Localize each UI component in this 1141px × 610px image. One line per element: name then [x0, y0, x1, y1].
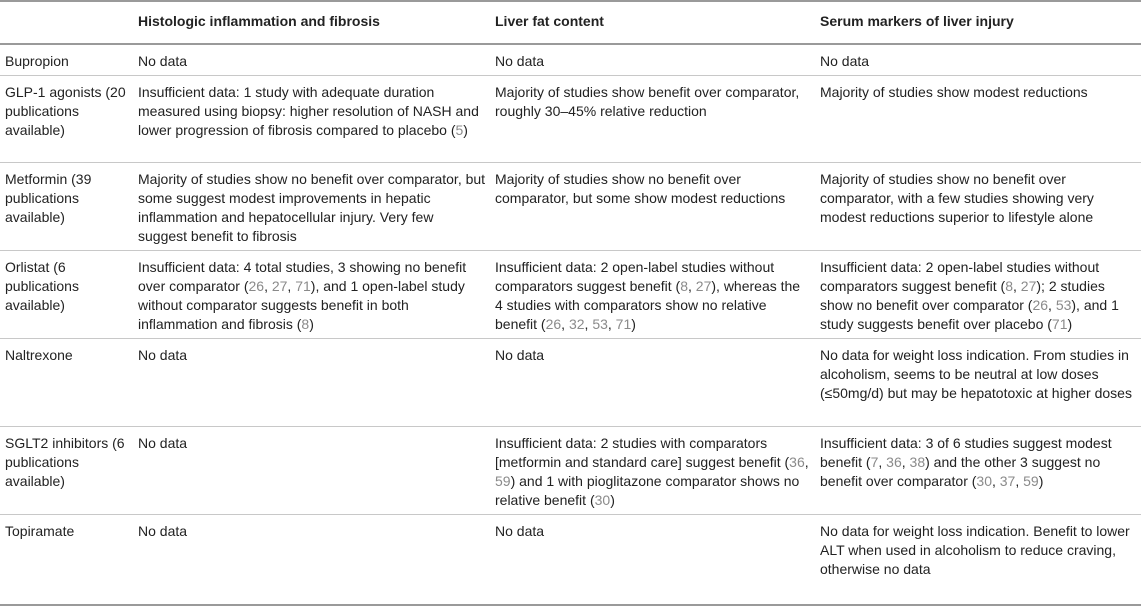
drug-name-cell: Metformin (39 publications available) — [5, 171, 92, 225]
reference-link[interactable]: 27 — [695, 278, 712, 294]
histology-cell — [133, 339, 490, 427]
reference-link[interactable]: 26 — [248, 278, 265, 294]
reference-link[interactable]: 59 — [495, 473, 511, 489]
reference-link[interactable]: 27 — [1020, 278, 1037, 294]
reference-link[interactable]: 53 — [592, 316, 608, 332]
histology-cell — [133, 427, 490, 515]
liver-fat-cell — [490, 427, 815, 515]
liver-fat-cell — [490, 76, 815, 163]
cell-text: No data — [138, 53, 188, 69]
serum-markers-cell — [815, 515, 1141, 605]
cell-text: Majority of studies show benefit over comparator, roughly 30–45% relative reduction — [495, 84, 800, 119]
reference-link[interactable]: 37 — [999, 473, 1016, 489]
cell-text: , — [607, 316, 616, 332]
liver-fat-cell — [490, 251, 815, 339]
drug-name-cell: SGLT2 inhibitors (6 publications available) — [5, 435, 125, 489]
table-row-naltrexone — [0, 339, 1141, 427]
table-row-sglt2-inhibitors — [0, 427, 1141, 515]
drug-name-cell: GLP-1 agonists (20 publications available) — [5, 84, 126, 138]
cell-text: ) — [463, 122, 468, 138]
cell-text: ); 2 studies show no benefit over comparator ( — [820, 278, 1105, 313]
reference-link[interactable]: 59 — [1023, 473, 1039, 489]
serum-markers-cell — [815, 427, 1141, 515]
table-row-orlistat — [0, 251, 1141, 339]
liver-fat-cell — [490, 44, 815, 76]
serum-markers-cell — [815, 163, 1141, 251]
cell-text: ) — [309, 316, 314, 332]
cell-text: No data for weight loss indication. Benefit to lower ALT when used in alcoholism to reduce craving, otherwise no data — [820, 523, 1130, 577]
header-row — [0, 1, 1141, 44]
cell-text: ), whereas the 4 studies with comparators show no relative benefit ( — [495, 278, 801, 332]
cell-text: No data — [495, 523, 545, 539]
cell-text: Majority of studies show no benefit over comparator, but some show modest reductions — [495, 171, 786, 206]
reference-link[interactable]: 30 — [976, 473, 992, 489]
reference-link[interactable]: 71 — [295, 278, 311, 294]
cell-text: No data for weight loss indication. From studies in alcoholism, seems to be neutral at low doses (≤50mg/d) but may be hepatotoxic at higher doses — [820, 347, 1132, 401]
cell-text: , — [991, 473, 1000, 489]
cell-text: ) and the other 3 suggest no benefit over comparator ( — [820, 454, 1101, 489]
cell-text: Insufficient data: 4 total studies, 3 showing no benefit over comparator ( — [138, 259, 467, 294]
cell-text: ), and 1 open-label study without comparator suggests benefit in both inflammation and fibrosis ( — [138, 278, 465, 332]
cell-text: Insufficient data: 2 open-label studies without comparators suggest benefit ( — [820, 259, 1100, 294]
cell-text: No data — [138, 347, 188, 363]
liver-fat-cell — [490, 163, 815, 251]
cell-text: , — [287, 278, 296, 294]
reference-link[interactable]: 30 — [594, 492, 611, 508]
reference-link[interactable]: 36 — [886, 454, 902, 470]
table-row-bupropion — [0, 44, 1141, 76]
drug-name-cell: Naltrexone — [5, 347, 73, 363]
drug-name-cell: Orlistat (6 publications available) — [5, 259, 79, 313]
liver-fat-cell — [490, 339, 815, 427]
reference-link[interactable]: 26 — [1032, 297, 1049, 313]
cell-text: Majority of studies show no benefit over comparator, with a few studies showing very modest reductions superior to lifestyle alone — [820, 171, 1094, 225]
histology-cell — [133, 515, 490, 605]
reference-link[interactable]: 36 — [789, 454, 805, 470]
table-row-metformin — [0, 163, 1141, 251]
cell-text: , — [1013, 278, 1021, 294]
cell-text: , — [688, 278, 696, 294]
cell-text: No data — [138, 523, 188, 539]
cell-text: Insufficient data: 2 open-label studies without comparators suggest benefit ( — [495, 259, 775, 294]
histology-cell — [133, 163, 490, 251]
table-row-topiramate — [0, 515, 1141, 605]
cell-text: , — [584, 316, 593, 332]
drug-name-cell: Bupropion — [5, 53, 69, 69]
cell-text: ) and 1 with pioglitazone comparator shows no relative benefit ( — [495, 473, 800, 508]
reference-link[interactable]: 27 — [271, 278, 288, 294]
cell-text: No data — [138, 435, 188, 451]
cell-text: , — [264, 278, 272, 294]
reference-link[interactable]: 8 — [1005, 278, 1014, 294]
cell-text: Majority of studies show no benefit over comparator, but some suggest modest improvements in hepatic inflammation and hepatocellular injury. Very few suggest benefit to fibrosis — [138, 171, 486, 244]
cell-text: , — [901, 454, 910, 470]
reference-link[interactable]: 8 — [680, 278, 689, 294]
cell-text: , — [1048, 297, 1056, 313]
header-liver-fat: Liver fat content — [495, 13, 604, 29]
cell-text: ), and 1 study suggests benefit over placebo ( — [820, 297, 1119, 332]
reference-link[interactable]: 71 — [615, 316, 632, 332]
header-drug — [0, 1, 133, 44]
serum-markers-cell — [815, 44, 1141, 76]
reference-link[interactable]: 5 — [455, 122, 464, 138]
serum-markers-cell — [815, 339, 1141, 427]
cell-text: No data — [820, 53, 870, 69]
cell-text: , — [561, 316, 569, 332]
histology-cell — [133, 251, 490, 339]
cell-text: Insufficient data: 1 study with adequate duration measured using biopsy: higher resolution of NASH and lower progression of fibrosis compared to placebo ( — [138, 84, 479, 138]
reference-link[interactable]: 38 — [909, 454, 926, 470]
table-row-glp1-agonists — [0, 76, 1141, 163]
reference-link[interactable]: 26 — [545, 316, 562, 332]
cell-text: Majority of studies show modest reductions — [820, 84, 1088, 100]
cell-text: ) — [631, 316, 636, 332]
histology-cell — [133, 44, 490, 76]
reference-link[interactable]: 8 — [301, 316, 310, 332]
cell-text: Insufficient data: 3 of 6 studies suggest modest benefit ( — [820, 435, 1112, 470]
serum-markers-cell — [815, 251, 1141, 339]
drug-name-cell: Topiramate — [5, 523, 75, 539]
liver-fat-cell — [490, 515, 815, 605]
cell-text: No data — [495, 53, 545, 69]
header-histology: Histologic inflammation and fibrosis — [138, 13, 380, 29]
cell-text: ) — [1038, 473, 1044, 489]
cell-text: No data — [495, 347, 545, 363]
cell-text: Insufficient data: 2 studies with comparators [metformin and standard care] suggest benefit ( — [495, 435, 790, 470]
reference-link[interactable]: 53 — [1055, 297, 1072, 313]
histology-cell — [133, 76, 490, 163]
reference-link[interactable]: 32 — [568, 316, 585, 332]
cell-text: , — [1015, 473, 1024, 489]
reference-link[interactable]: 71 — [1051, 316, 1068, 332]
reference-link[interactable]: 7 — [870, 454, 879, 470]
cell-text: ) — [1067, 316, 1073, 332]
serum-markers-cell — [815, 76, 1141, 163]
cell-text: ) — [610, 492, 615, 508]
cell-text: , — [804, 454, 809, 470]
header-serum-markers: Serum markers of liver injury — [820, 13, 1014, 29]
cell-text: , — [878, 454, 887, 470]
